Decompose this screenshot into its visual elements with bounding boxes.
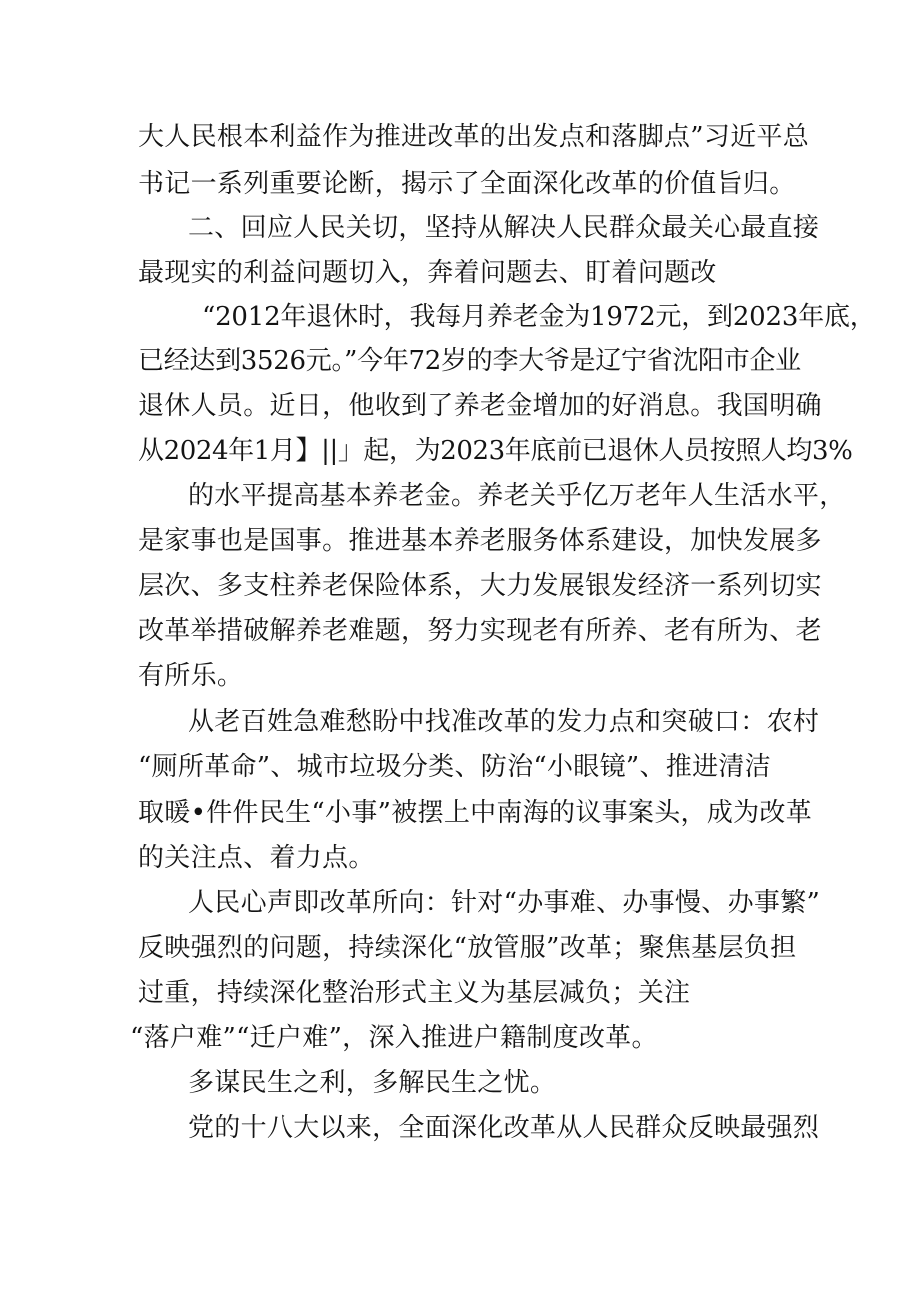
text-line-19: 反映强烈的问题，持续深化“放管服”改革；聚焦基层负担 (138, 933, 797, 963)
section-heading-line-2: 最现实的利益问题切入，奔着问题去、盯着问题改 (138, 258, 717, 288)
text-line-9: 的水平提高基本养老金。养老关乎亿万老年人生活水平， (188, 481, 846, 511)
text-line-20: 过重，持续深化整治形式主义为基层减负；关注 (138, 978, 691, 1008)
section-heading-line-1: 二、回应人民关切，坚持从解决人民群众最关心最直接 (188, 213, 820, 243)
text-line-17: 的关注点、着力点。 (138, 843, 375, 873)
text-line-22: 多谋民生之利，多解民生之忧。 (188, 1068, 557, 1098)
text-line-5: “2012年退休时，我每月养老金为1972元，到2023年底， (202, 302, 876, 332)
text-line-15: “厕所革命”、城市垃圾分类、防治“小眼镜”、推进清洁 (138, 752, 771, 782)
text-line-13: 有所乐。 (138, 661, 244, 691)
text-line-10: 是家事也是国事。推进基本养老服务体系建设，加快发展多 (138, 526, 822, 556)
text-line-2: 书记一系列重要论断，揭示了全面深化改革的价值旨归。 (138, 169, 796, 199)
text-line-7: 退休人员。近日，他收到了养老金增加的好消息。我国明确 (138, 391, 822, 421)
text-line-8: 从2024年1月】||」起，为2023年底前已退休人员按照人均3% (138, 436, 853, 466)
text-line-12: 改革举措破解养老难题，努力实现老有所养、老有所为、老 (138, 616, 822, 646)
text-line-23: 党的十八大以来，全面深化改革从人民群众反映最强烈 (188, 1113, 820, 1143)
text-line-1: 大人民根本利益作为推进改革的出发点和落脚点”习近平总 (138, 122, 810, 152)
text-line-6: 已经达到3526元。”今年72岁的李大爷是辽宁省沈阳市企业 (138, 346, 801, 376)
text-line-14: 从老百姓急难愁盼中找准改革的发力点和突破口：农村 (188, 707, 820, 737)
text-line-18: 人民心声即改革所向：针对“办事难、办事慢、办事繁” (188, 888, 821, 918)
text-line-11: 层次、多支柱养老保险体系，大力发展银发经济一系列切实 (138, 571, 822, 601)
text-line-16: 取暖•件件民生“小事”被摆上中南海的议事案头，成为改革 (138, 798, 813, 828)
text-line-21: “落户难”“迁户难”，深入推进户籍制度改革。 (130, 1023, 658, 1053)
